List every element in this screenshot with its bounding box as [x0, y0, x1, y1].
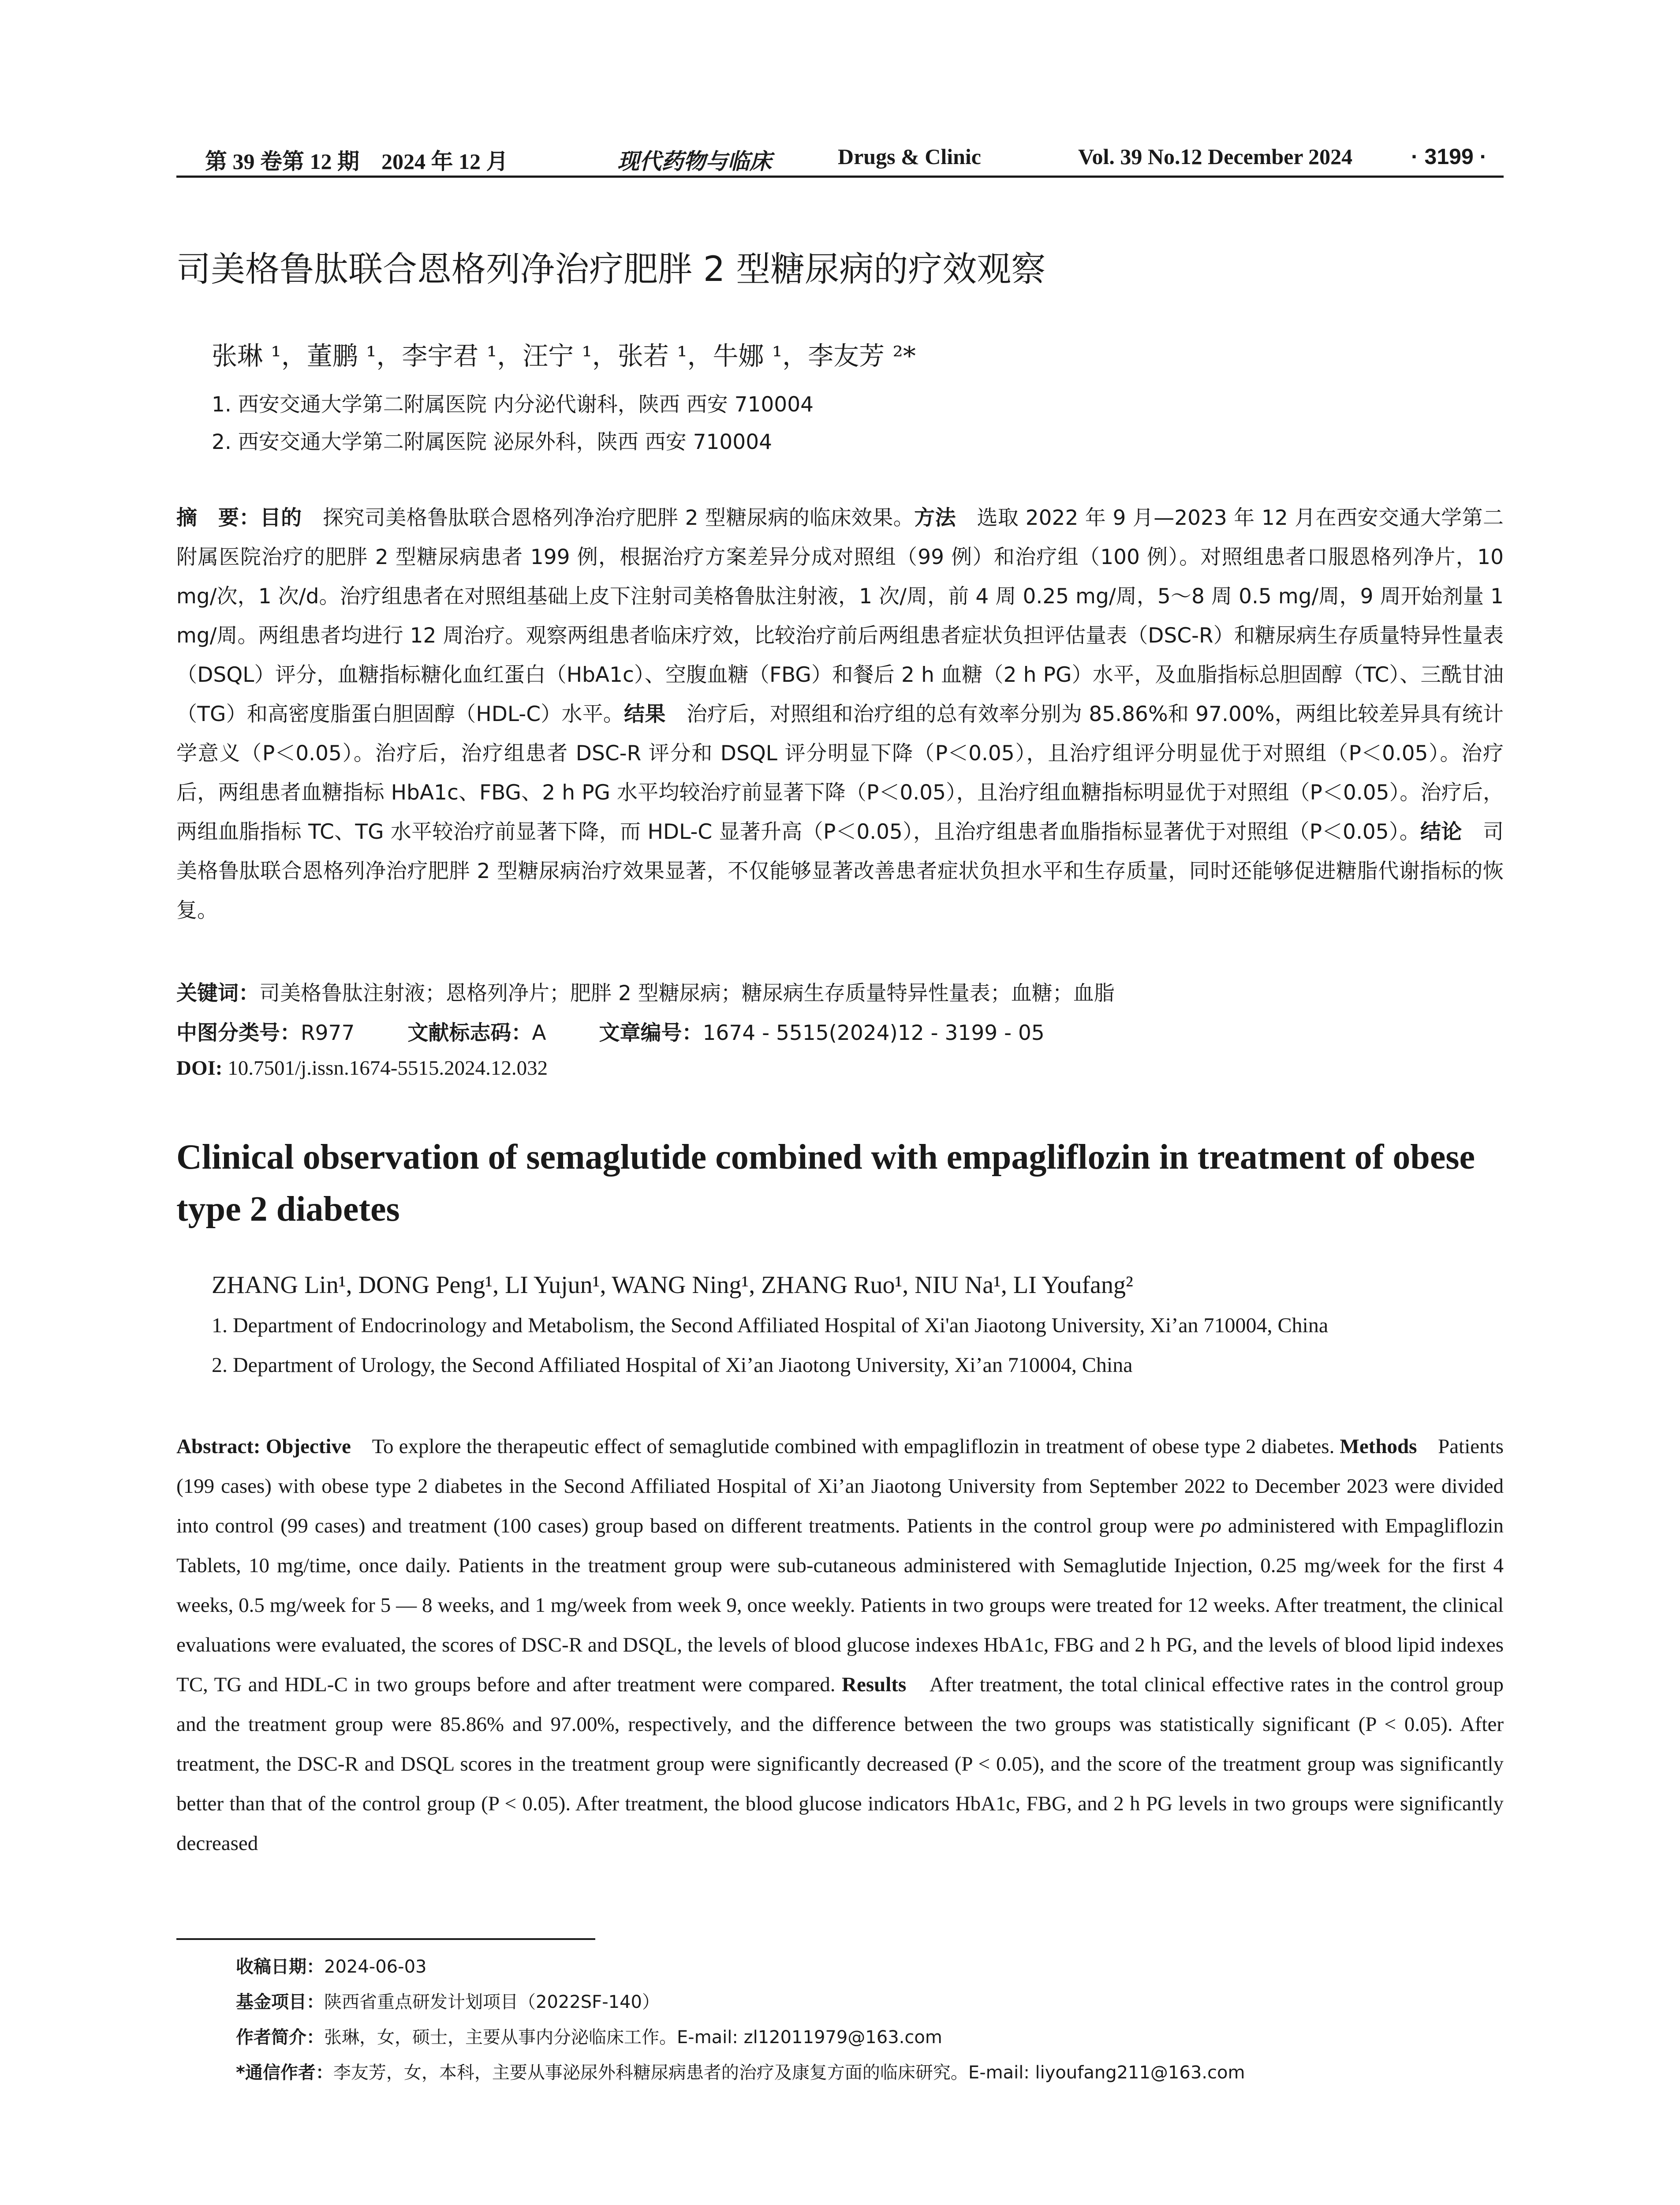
- article-title-en: Clinical observation of semaglutide combined with empagliflozin in treatment of obese type 2 diabetes: [176, 1138, 1475, 1229]
- footnote-author-bio: [236, 2023, 942, 2048]
- corresponding-text: 李友芳，女，本科，主要从事泌尿外科糖尿病患者的治疗及康复方面的临床研究。E-mail: liyoufang211@163.com: [333, 2063, 1245, 2083]
- doi-line: [176, 1056, 548, 1080]
- bio-text: 张琳，女，硕士，主要从事内分泌临床工作。E-mail: zl12011979@163.com: [324, 2027, 942, 2048]
- received-label: 收稿日期：: [236, 1957, 324, 1977]
- objective-cn: 探究司美格鲁肽联合恩格列净治疗肥胖 2 型糖尿病的临床效果。: [302, 506, 915, 530]
- classification-line: [176, 1017, 1045, 1046]
- doc-code-label: 文献标志码：: [407, 1021, 532, 1045]
- header-page-number: · 3199 ·: [1411, 144, 1487, 169]
- affiliation-en-1: 1. Department of Endocrinology and Metabolism, the Second Affiliated Hospital of Xi'an Jiaotong University, Xi’an 710004, China: [212, 1314, 1329, 1337]
- footnote-rule: [176, 1938, 595, 1940]
- received-date: 2024-06-03: [324, 1957, 427, 1977]
- keywords-text-cn: 司美格鲁肽注射液；恩格列净片；肥胖 2 型糖尿病；糖尿病生存质量特异性量表；血糖；血脂: [259, 981, 1115, 1005]
- keywords-cn: [176, 977, 1115, 1006]
- results-label-en: Results: [842, 1673, 907, 1696]
- affiliation-cn-1: 1. 西安交通大学第二附属医院 内分泌代谢科，陕西 西安 710004: [212, 392, 814, 417]
- doc-code-value: A: [532, 1021, 546, 1045]
- bio-label: 作者简介：: [236, 2027, 324, 2048]
- doi-label: DOI:: [176, 1057, 228, 1080]
- footnote-fund: [236, 1988, 660, 2013]
- keywords-label-cn: 关键词：: [176, 981, 259, 1005]
- methods-en-po: po: [1200, 1514, 1221, 1537]
- objective-label-en: Objective: [265, 1435, 351, 1458]
- header-issue-en: Vol. 39 No.12 December 2024: [1078, 144, 1353, 169]
- results-en: After treatment, the total clinical effective rates in the control group and the treatment group were 85.86% and 97.00%, respectively, and the difference between the two groups was statistically significant (P < 0.05). After treatment, the DSC-R and DSQL scores in the treatment group were significantly decreased (P < 0.05), and the score of the treatment group was significantly better than that of the control group (P < 0.05). After treatment, the blood glucose indicators HbA1c, FBG, and 2 h PG levels in two groups were significantly decreased: [176, 1673, 1504, 1855]
- abstract-cn-label: 摘 要：: [176, 506, 260, 530]
- authors-cn: 张琳 ¹，董鹏 ¹，李宇君 ¹，汪宁 ¹，张若 ¹，牛娜 ¹，李友芳 ²*: [212, 341, 916, 371]
- affiliation-en-2: 2. Department of Urology, the Second Affiliated Hospital of Xi’an Jiaotong University, Xi’an 710004, China: [212, 1353, 1133, 1377]
- conclusion-cn: 司美格鲁肽联合恩格列净治疗肥胖 2 型糖尿病治疗效果显著，不仅能够显著改善患者症状负担水平和生存质量，同时还能够促进糖脂代谢指标的恢复。: [176, 820, 1504, 923]
- article-title-cn: 司美格鲁肽联合恩格列净治疗肥胖 2 型糖尿病的疗效观察: [176, 250, 1046, 289]
- running-header: [176, 140, 1504, 177]
- methods-cn: 选取 2022 年 9 月—2023 年 12 月在西安交通大学第二附属医院治疗的肥胖 2 型糖尿病患者 199 例，根据治疗方案差异分成对照组（99 例）和治疗组（100 例）。对照组患者口服恩格列净片，10 mg/次，1 次/d。治疗组患者在对照组基础上皮下注射司美格鲁肽注射液，1 次/周，前 4 周 0.25 mg/周，5～8 周 0.5 mg/周，9 周开始剂量 1 mg/周。两组患者均进行 12 周治疗。观察两组患者临床疗效，比较治疗前后两组患者症状负担评估量表（DSC-R）和糖尿病生存质量特异性量表（DSQL）评分，血糖指标糖化血红蛋白（HbA1c）、空腹血糖（FBG）和餐后 2 h 血糖（2 h PG）水平，及血脂指标总胆固醇（TC）、三酰甘油（TG）和高密度脂蛋白胆固醇（HDL-C）水平。: [176, 506, 1504, 726]
- abstract-en: [176, 1427, 1504, 1863]
- results-label-cn: 结果: [624, 702, 666, 726]
- footnote-received: [236, 1953, 426, 1978]
- methods-en-1: Patients (199 cases) with obese type 2 diabetes in the Second Affiliated Hospital of Xi’an Jiaotong University from September 2022 to December 2023 were divided into control (99 cases) and treatment (100 cases) group based on different treatments. Patients in the control group were: [176, 1435, 1504, 1537]
- affiliation-cn-2: 2. 西安交通大学第二附属医院 泌尿外科，陕西 西安 710004: [212, 430, 773, 454]
- corresponding-label: *通信作者：: [236, 2063, 333, 2083]
- header-journal-cn: 现代药物与临床: [617, 148, 772, 174]
- fund-label: 基金项目：: [236, 1992, 324, 2012]
- abstract-cn: [176, 498, 1504, 930]
- objective-label-cn: 目的: [260, 506, 302, 530]
- article-number-value: 1674 - 5515(2024)12 - 3199 - 05: [702, 1021, 1045, 1045]
- article-number-label: 文章编号：: [599, 1021, 703, 1045]
- methods-en-2: administered with Empagliflozin Tablets, 10 mg/time, once daily. Patients in the treatment group were sub-cutaneous administered with Semaglutide Injection, 0.25 mg/week for the first 4 weeks, 0.5 mg/week for 5 — 8 weeks, and 1 mg/week from week 9, once weekly. Patients in two groups were treated for 12 weeks. After treatment, the clinical evaluations were evaluated, the scores of DSC-R and DSQL, the levels of blood glucose indexes HbA1c, FBG and 2 h PG, and the levels of blood lipid indexes TC, TG and HDL-C in two groups before and after treatment were compared.: [176, 1514, 1504, 1696]
- authors-en: ZHANG Lin¹, DONG Peng¹, LI Yujun¹, WANG Ning¹, ZHANG Ruo¹, NIU Na¹, LI Youfang²: [212, 1271, 1133, 1299]
- abstract-en-label: Abstract:: [176, 1435, 266, 1458]
- header-journal-en: Drugs & Clinic: [838, 144, 981, 169]
- header-rule: [176, 176, 1504, 178]
- methods-label-cn: 方法: [914, 506, 956, 530]
- footnote-corresponding: [236, 2059, 1245, 2084]
- conclusion-label-cn: 结论: [1420, 820, 1462, 844]
- clc-value: R977: [301, 1021, 355, 1045]
- header-issue-cn: 第 39 卷第 12 期 2024 年 12 月: [205, 149, 508, 174]
- results-cn: 治疗后，对照组和治疗组的总有效率分别为 85.86%和 97.00%，两组比较差异具有统计学意义（P＜0.05）。治疗后，治疗组患者 DSC-R 评分和 DSQL 评分明显下降（P＜0.05），且治疗组评分明显优于对照组（P＜0.05）。治疗后，两组患者血糖指标 HbA1c、FBG、2 h PG 水平均较治疗前显著下降（P＜0.05），且治疗组血糖指标明显优于对照组（P＜0.05）。治疗后，两组血脂指标 TC、TG 水平较治疗前显著下降，而 HDL-C 显著升高（P＜0.05），且治疗组患者血脂指标显著优于对照组（P＜0.05）。: [176, 702, 1504, 844]
- objective-en: To explore the therapeutic effect of semaglutide combined with empagliflozin in treatment of obese type 2 diabetes.: [351, 1435, 1340, 1458]
- fund-text: 陕西省重点研发计划项目（2022SF-140）: [324, 1992, 660, 2012]
- doi-value[interactable]: 10.7501/j.issn.1674-5515.2024.12.032: [228, 1057, 548, 1080]
- clc-label: 中图分类号：: [176, 1021, 301, 1045]
- methods-label-en: Methods: [1340, 1435, 1417, 1458]
